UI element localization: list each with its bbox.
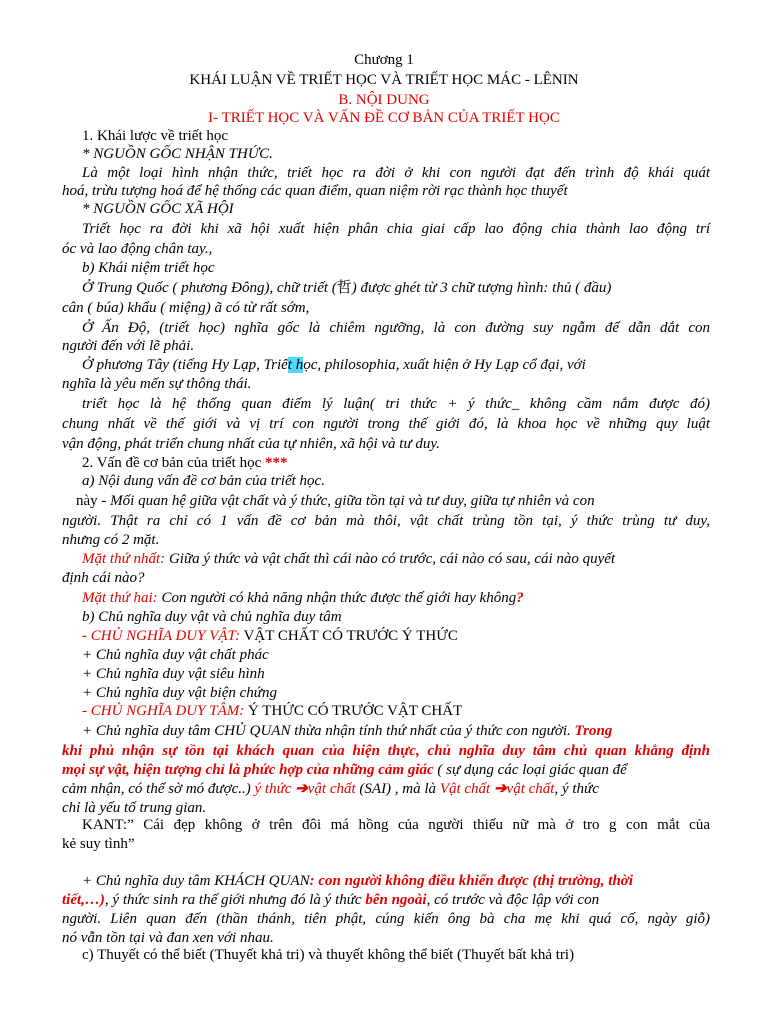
idealism-text: Ý THỨC CÓ TRƯỚC VẬT CHẤT [244,703,463,719]
matter-red: vật chất [307,781,356,797]
materialism-text: VẬT CHẤT CÓ TRƯỚC Ý THỨC [240,628,458,644]
paragraph-1-cont: hoá, trừu tượng hoá để hệ thống các quan điểm, quan niệm rời rạc thành học thuyết [62,183,568,199]
origin-knowledge-heading: * NGUỒN GỐC NHẬN THỨC. [82,146,273,162]
subjective-text: + Chủ nghĩa duy tâm CHỦ QUAN thừa nhận tính thứ nhất của ý thức con người. [82,723,575,739]
objective-idealism [82,871,633,891]
relation-paragraph-cont: người. Thật ra chỉ có 1 vấn đề cơ bản mà thôi, vật chất trùng tồn tại, ý thức trùng tư duy, [62,513,710,529]
heading-2-stars: *** [265,455,288,471]
chapter-title: KHÁI LUẬN VỀ TRIẾT HỌC VÀ TRIẾT HỌC MÁC - LÊNIN [189,72,579,88]
materialism-item-3: + Chủ nghĩa duy vật biện chứng [82,685,277,701]
heading-1: 1. Khái lược về triết học [82,128,229,144]
subjective-text-3: cảm nhận, có thể sờ mó được..) [62,781,255,797]
idealism-line [82,701,462,721]
west-paragraph-cont: nghĩa là yêu mến sự thông thái. [62,376,252,392]
definition-line-3: vận động, phát triển chung nhất của tự nhiên, xã hội và tư duy. [62,436,440,452]
second-side [82,588,524,608]
section-i-heading: I- TRIẾT HỌC VÀ VẤN ĐỀ CƠ BẢN CỦA TRIẾT HỌC [208,110,560,126]
objective-text-3: , có trước và độc lập với con [426,892,600,908]
materialism-item-2: + Chủ nghĩa duy vật siêu hình [82,666,265,682]
highlighted-text: t h [287,357,304,373]
materialism-line [82,626,458,646]
chapter-label: Chương 1 [354,52,414,68]
paragraph-2: Triết học ra đời khi xã hội xuất hiện phân chia giai cấp lao động chia thành lao động trí [82,221,710,237]
arrow-right-icon: ➔ [295,781,308,797]
heading-2-text: 2. Vấn đề cơ bản của triết học [82,455,266,471]
concept-heading: b) Khái niệm triết học [82,260,215,276]
relation-paragraph [76,491,595,511]
theory-heading: c) Thuyết có thể biết (Thuyết khả tri) và thuyết không thể biết (Thuyết bất khả tri) [82,947,575,963]
subjective-text-4: (SAI) , mà là [355,781,440,797]
china-text-a: Ở Trung Quốc ( phương Đông), chữ triết ( [82,280,337,296]
objective-red-text-3: bên ngoài [365,892,427,908]
origin-social-heading: * NGUỒN GỐC XÃ HỘI [82,201,234,217]
objective-cont-1 [62,890,599,910]
paragraph-2-cont: óc và lao động chân tay., [62,241,213,257]
west-text-b: ọc, philosophia, xuất hiện ở Hy Lạp cổ đại, với [303,357,586,373]
objective-cont-3: nó vẫn tồn tại và đan xen với nhau. [62,930,274,946]
china-paragraph [82,278,710,298]
objective-red-text-2: tiết,…) [62,892,105,908]
second-side-text: Con người có khả năng nhận thức được thế giới hay không [157,590,517,606]
content-heading: a) Nội dung vấn đề cơ bản của triết học. [82,473,325,489]
west-text-a: Ở phương Tây (tiếng Hy Lạp, Triế [82,357,288,373]
subjective-text-2: ( sự dụng các loại giác quan để [433,762,627,778]
india-paragraph-cont: người đến với lẽ phải. [62,338,195,354]
kant-quote-cont: kẻ suy tình” [62,836,135,852]
idealism-label: - CHỦ NGHĨA DUY TÂM: [82,703,245,719]
section-b-heading: B. NỘI DUNG [338,92,430,108]
west-paragraph [82,355,710,375]
arrow-right-icon: ➔ [493,781,507,797]
first-side [82,549,615,569]
objective-red-text: : con người không điều khiển được (thị trường, thời [309,873,634,889]
second-side-question-mark: ? [516,590,524,606]
heading-2 [82,453,288,473]
objective-cont-2: người. Liên quan đến (thần thánh, tiên phật, cúng kiến ông bà cha mẹ khi quá cố, ngày giỗ) [62,911,710,927]
definition-line-1: triết học là hệ thống quan điểm lý luận( tri thức + ý thức_ không cầm nắm được đó) [82,396,710,412]
second-side-label: Mặt thứ hai: [82,590,158,606]
china-text-b: ) được ghét từ 3 chữ tượng hình: thủ ( đầu) [351,280,612,296]
objective-text-2: , ý thức sinh ra thế giới nhưng đó là ý thức [104,892,366,908]
objective-text: + Chủ nghĩa duy tâm KHÁCH QUAN [82,873,310,889]
subjective-cont-2 [62,760,627,780]
first-side-text: Giữa ý thức và vật chất thì cái nào có trước, cái nào có sau, cái nào quyết [165,551,616,567]
china-paragraph-cont: cân ( búa) khẩu ( miệng) ã có từ rất sớm, [62,300,310,316]
relation-paragraph-end: nhưng có 2 mặt. [62,532,160,548]
india-paragraph: Ở Ấn Độ, (triết học) nghĩa gốc là chiêm ngưỡng, là con đường suy ngẫm để dẫn dắt con [82,320,710,336]
matter-red-2: Vật chất [439,781,494,797]
matter-red-3: vật chất [506,781,555,797]
materialism-item-1: + Chủ nghĩa duy vật chất phác [82,647,269,663]
kant-quote: KANT:” Cái đẹp không ở trên đôi má hồng của người thiếu nữ mà ở tro g con mắt của [82,817,710,833]
subjective-text-5: , ý thức [554,781,599,797]
china-character: 哲 [336,280,352,296]
relation-text: Mối quan hệ giữa vật chất và ý thức, giữa tồn tại và tư duy, giữa tự nhiên và con [110,493,595,509]
materialism-heading: b) Chủ nghĩa duy vật và chủ nghĩa duy tâm [82,609,342,625]
definition-line-2: chung nhất về thế giới và vị trí con người trong thế giới đó, là khoa học về những quy luật [62,416,710,432]
subjective-cont-3 [62,779,599,799]
materialism-label: - CHỦ NGHĨA DUY VẬT: [82,628,241,644]
subjective-idealism [82,721,612,741]
subjective-cont-4: chỉ là yếu tố trung gian. [62,800,207,816]
nay-label: này - [76,493,111,509]
first-side-label: Mặt thứ nhất: [82,551,166,567]
first-side-cont: định cái nào? [62,570,145,586]
consciousness-red: ý thức [254,781,296,797]
subjective-red-text-2: mọi sự vật, hiện tượng chỉ là phức hợp của những cảm giác [62,762,434,778]
paragraph-1: Là một loại hình nhận thức, triết học ra đời ở khi con người đạt đến trình độ khái quát [82,165,710,181]
subjective-red-text: Trong [574,723,613,739]
subjective-cont-1: khi phủ nhận sự tồn tại khách quan của hiện thực, chủ nghĩa duy tâm chủ quan khẳng định [62,743,710,759]
